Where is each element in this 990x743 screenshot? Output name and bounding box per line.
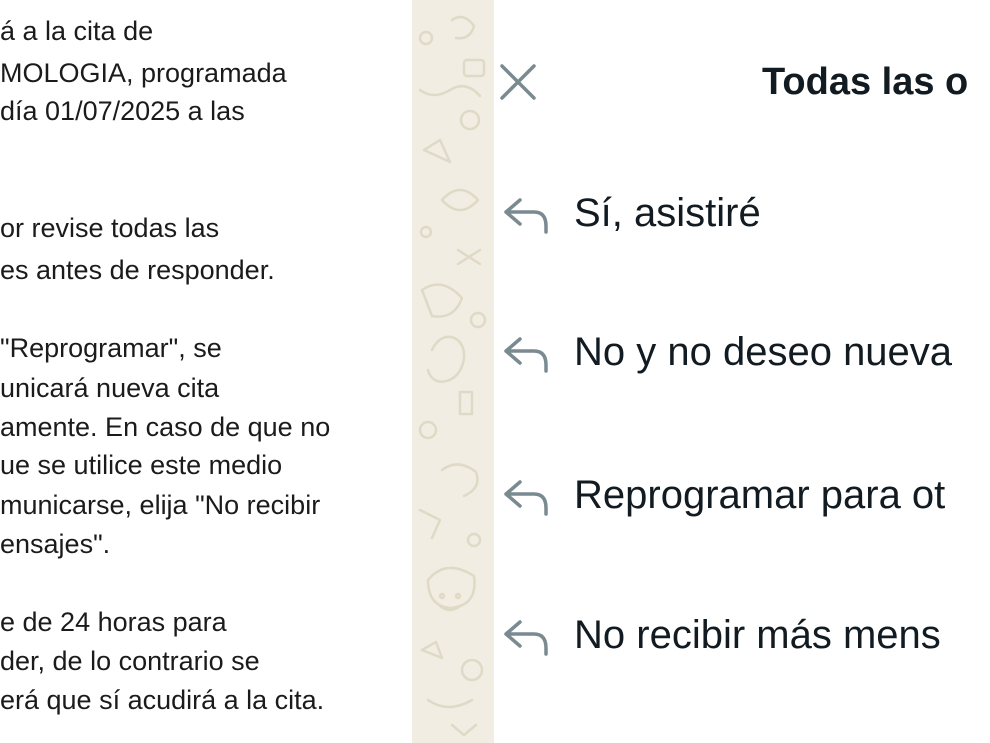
reply-icon: [502, 476, 550, 516]
message-line: ensajes".: [0, 529, 111, 559]
wallpaper-doodles: [412, 0, 494, 743]
message-line: unicará nueva cita: [0, 373, 220, 403]
reply-icon: [502, 616, 550, 656]
chat-message-bubble: [0, 0, 412, 743]
message-line: municarse, elija "No recibir: [0, 490, 321, 520]
close-icon: [498, 62, 538, 102]
message-line: e de 24 horas para: [0, 607, 227, 637]
option-si-asistire[interactable]: [494, 168, 990, 258]
message-line: ue se utilice este medio: [0, 450, 283, 480]
option-label: Sí, asistiré: [574, 191, 761, 235]
chat-wallpaper: [412, 0, 494, 743]
option-no-recibir-mas-mensajes[interactable]: [494, 590, 990, 680]
option-label: No y no deseo nueva: [574, 330, 953, 374]
message-line: es antes de responder.: [0, 255, 275, 285]
close-button[interactable]: [496, 60, 540, 104]
message-line: der, de lo contrario se: [0, 646, 260, 676]
message-line: "Reprogramar", se: [0, 333, 222, 363]
reply-icon: [502, 194, 550, 234]
option-reprogramar[interactable]: [494, 450, 990, 540]
message-line: amente. En caso de que no: [0, 412, 331, 442]
message-line: MOLOGIA, programada: [0, 58, 287, 88]
message-line: erá que sí acudirá a la cita.: [0, 685, 325, 715]
option-no-y-no-deseo-nueva[interactable]: [494, 307, 990, 397]
message-line: día 01/07/2025 a las: [0, 96, 245, 126]
sheet-title: Todas las o: [762, 61, 969, 103]
option-label: No recibir más mens: [574, 613, 941, 657]
reply-icon: [502, 333, 550, 373]
message-line: or revise todas las: [0, 213, 220, 243]
option-label: Reprogramar para ot: [574, 473, 946, 517]
message-line: á a la cita de: [0, 16, 154, 46]
